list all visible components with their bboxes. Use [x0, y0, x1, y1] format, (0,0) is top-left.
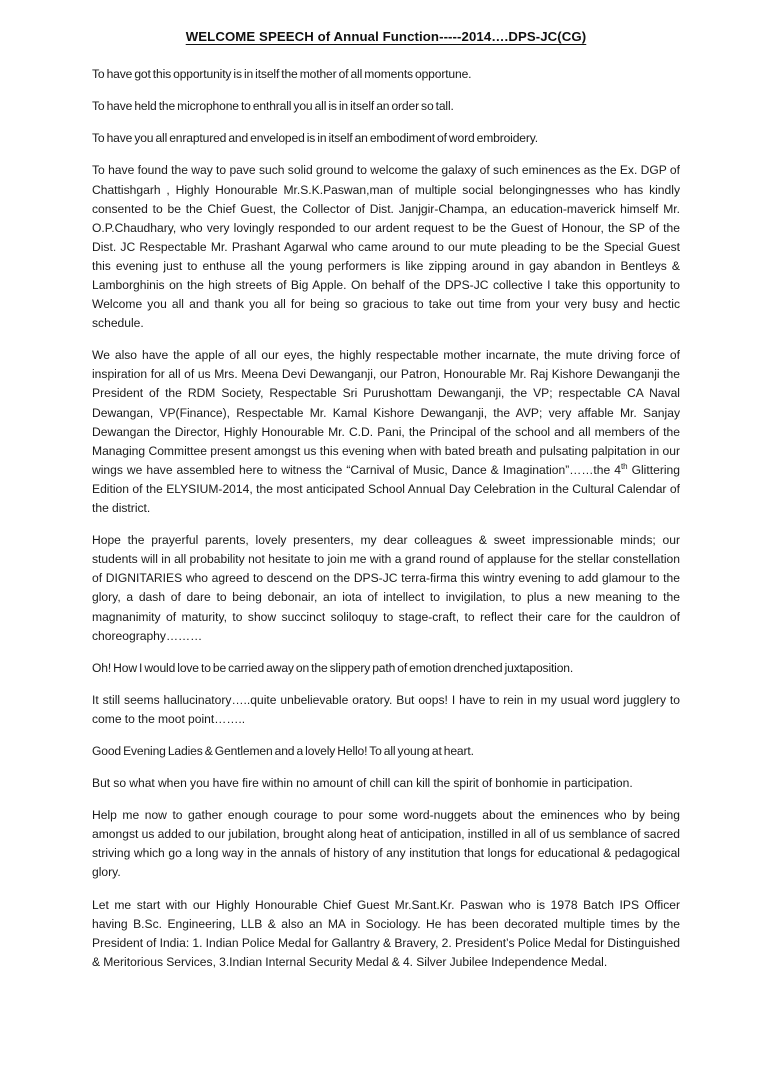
paragraph-1: To have got this opportunity is in itself the mother of all moments opportune.	[92, 67, 472, 82]
paragraph-3: To have you all enraptured and enveloped is in itself an embodiment of word embroidery.	[92, 131, 538, 146]
paragraph-5-text-part2: Glittering Edition of the ELYSIUM-2014, the most anticipated School Annual Day Celebration in the Cultural Calendar of the district.	[92, 462, 680, 516]
paragraph-9-greeting: Good Evening Ladies & Gentlemen and a lovely Hello! To all young at heart.	[92, 743, 474, 758]
paragraph-4-dignitaries-intro: To have found the way to pave such solid ground to welcome the galaxy of such eminences as the Ex. DGP of Chattishgarh , Highly Honourable Mr.S.K.Paswan,man of multiple social belongingnesses who has kindly consented to be the Chief Guest, the Collector of Dist. Janjgir-Champa, an education-maverick himself Mr. O.P.Chaudhary, who very lovingly responded to our ardent request to be the Guest of Honour, the SP of the Dist. JC Respectable Mr. Prashant Agarwal who came around to our mute pleading to be the Special Guest this evening just to enthuse all the young performers is like zipping around in gay abandon in Bentleys & Lamborghinis on the high streets of Big Apple. On behalf of the DPS-JC collective I take this opportunity to Welcome you all and thank you all for being so gracious to take out time from your very busy and hectic schedule.	[92, 163, 680, 331]
paragraph-7-juxtaposition: Oh! How I would love to be carried away on the slippery path of emotion drenched juxtaposition.	[92, 660, 574, 675]
paragraph-6-hope: Hope the prayerful parents, lovely presenters, my dear colleagues & sweet impressionable minds; our students will in all probability not hesitate to join me with a grand round of applause for the stellar constellation of DIGNITARIES who agreed to descend on the DPS-JC terra-firma this wintry evening to add glamour to the glory, a dash of dare to being debonair, an iota of intellect to invigilation, to plus a new meaning to the magnanimity of maturity, to show succinct soliloquy to stage-craft, to reflect their care for the cauldron of choreography………	[92, 533, 680, 643]
ordinal-suffix-superscript: th	[620, 461, 628, 471]
paragraph-12-chief-guest-bio: Let me start with our Highly Honourable Chief Guest Mr.Sant.Kr. Paswan who is 1978 Batch IPS Officer having B.Sc. Engineering, LLB & also an MA in Sociology. He has been decorated multiple times by the President of India: 1. Indian Police Medal for Gallantry & Bravery, 2. President’s Police Medal for Distinguished & Meritorious Services, 3.Indian Internal Security Medal & 4. Silver Jubilee Independence Medal.	[92, 897, 680, 969]
paragraph-2: To have held the microphone to enthrall you all is in itself an order so tall.	[92, 99, 454, 114]
paragraph-8-hallucinatory: It still seems hallucinatory…..quite unbelievable oratory. But oops! I have to rein in my usual word jugglery to come to the moot point……..	[92, 692, 680, 726]
paragraph-10-bonhomie: But so what when you have fire within no amount of chill can kill the spirit of bonhomie in participation.	[92, 776, 633, 791]
paragraph-5-text-part1: We also have the apple of all our eyes, the highly respectable mother incarnate, the mute driving force of inspiration for all of us Mrs. Meena Devi Dewanganji, our Patron, Honourable Mr. Raj Kishore Dewanganji the President of the RDM Society, Respectable Sri Purushottam Dewanganji, the VP; respectable CA Naval Dewangan, VP(Finance), Respectable Mr. Kamal Kishore Dewanganji, the AVP; very affable Mr. Sanjay Dewangan the Director, Highly Honourable Mr. C.D. Pani, the Principal of the school and all members of the Managing Committee present amongst us this evening when with bated breath and pulsating palpitation in our wings we have assembled here to witness the “Carnival of Music, Dance & Imagination”……the 4	[92, 348, 680, 477]
paragraph-11-word-nuggets: Help me now to gather enough courage to pour some word-nuggets about the eminences who by being amongst us added to our jubilation, brought along heat of anticipation, instilled in all of us semblance of sacred striving which go a long way in the annals of history of any institution that longs for educational & pedagogical glory.	[92, 808, 680, 880]
paragraph-5-management	[92, 346, 680, 518]
page-title: WELCOME SPEECH of Annual Function-----2014….DPS-JC(CG)	[185, 29, 587, 44]
